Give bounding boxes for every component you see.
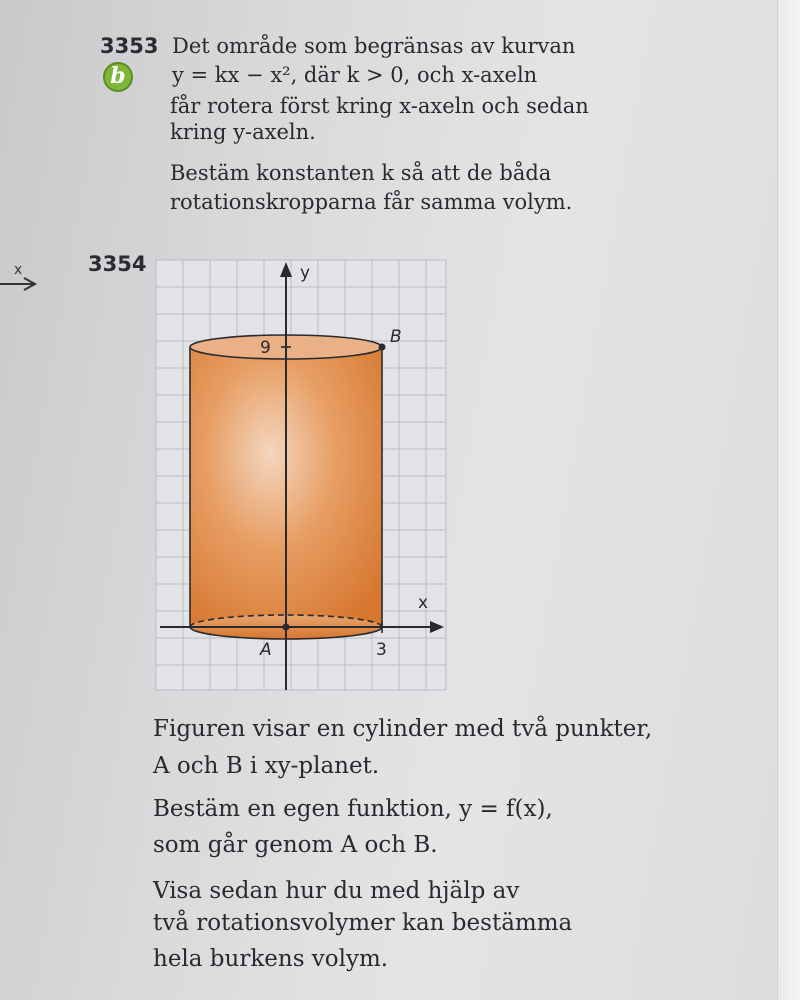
page-edge [777, 0, 800, 1000]
problem-3354-text-1b: A och B i xy-planet. [153, 753, 380, 779]
problem-3354-text-2a: Bestäm en egen funktion, y = f(x), [153, 796, 553, 822]
difficulty-badge: b [103, 62, 133, 92]
problem-3353-line-3: får rotera först kring x-axeln och sedan [170, 94, 589, 118]
point-a [283, 624, 290, 631]
problem-3354-text-3c: hela burkens volym. [153, 946, 389, 972]
problem-3353-line-2: y = kx − x², där k > 0, och x-axeln [172, 63, 538, 87]
x-axis-label: x [418, 593, 429, 613]
y-axis-label: y [300, 263, 311, 283]
problem-3353-line-5: Bestäm konstanten k så att de båda [170, 161, 552, 185]
arrow-right-icon [0, 274, 40, 294]
tick-label-9: 9 [260, 338, 271, 358]
problem-3354-text-3a: Visa sedan hur du med hjälp av [153, 878, 520, 904]
problem-3354-text-3b: två rotationsvolymer kan bestämma [153, 910, 573, 936]
problem-number-3354: 3354 [88, 252, 147, 276]
point-b-label: B [390, 327, 402, 347]
point-a-label: A [260, 640, 272, 660]
side-marker-label: x [14, 262, 23, 278]
point-b [379, 344, 386, 351]
cylinder-figure [140, 250, 460, 700]
tick-label-3: 3 [376, 640, 387, 660]
problem-3353-line-4: kring y-axeln. [170, 120, 316, 144]
problem-3354-text-1a: Figuren visar en cylinder med två punkter, [153, 716, 653, 742]
problem-3353-line-6: rotationskropparna får samma volym. [170, 190, 573, 214]
problem-3354-text-2b: som går genom A och B. [153, 832, 438, 858]
problem-number-3353: 3353 [100, 34, 159, 58]
problem-3353-line-1: Det område som begränsas av kurvan [172, 34, 576, 58]
